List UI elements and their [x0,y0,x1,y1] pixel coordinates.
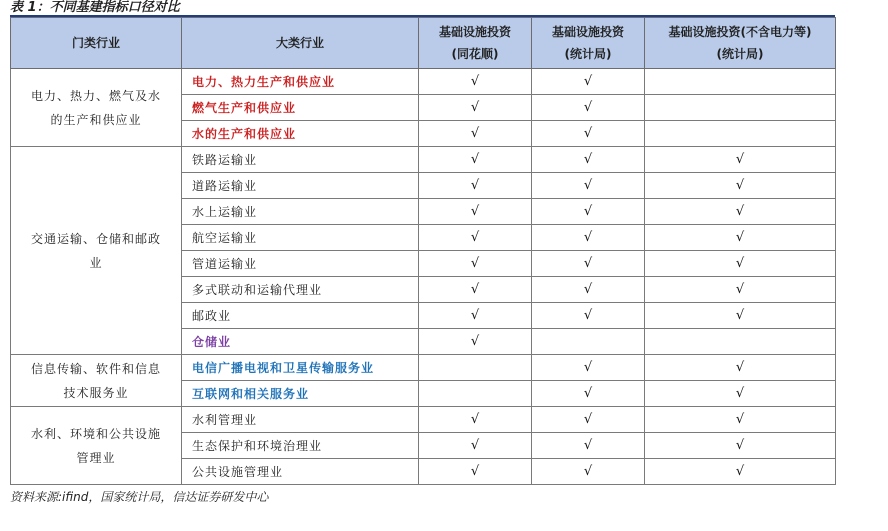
check-cell: √ [645,433,836,459]
subcategory-cell: 燃气生产和供应业 [182,95,419,121]
check-cell: √ [419,329,532,355]
check-cell: √ [532,251,645,277]
check-cell: √ [532,303,645,329]
subcategory-cell: 水的生产和供应业 [182,121,419,147]
check-cell: √ [532,407,645,433]
check-cell: √ [645,225,836,251]
check-cell: √ [532,433,645,459]
table-row [11,407,836,433]
subcategory-cell: 航空运输业 [182,225,419,251]
check-cell: √ [419,225,532,251]
subcategory-cell: 互联网和相关服务业 [182,381,419,407]
check-cell: √ [532,173,645,199]
check-cell: √ [645,381,836,407]
check-cell: √ [532,121,645,147]
check-cell [645,95,836,121]
check-cell: √ [419,173,532,199]
header-subcategory: 大类行业 [182,18,419,69]
check-cell: √ [645,407,836,433]
header-nbs-infra-ex-power: 基础设施投资(不含电力等) (统计局) [645,18,836,69]
category-cell: 水利、环境和公共设施 管理业 [11,407,182,485]
check-cell [419,355,532,381]
check-cell: √ [645,277,836,303]
subcategory-cell: 道路运输业 [182,173,419,199]
check-cell: √ [645,355,836,381]
check-cell: √ [419,433,532,459]
check-cell: √ [532,69,645,95]
check-cell: √ [645,199,836,225]
subcategory-cell: 电力、热力生产和供应业 [182,69,419,95]
check-cell: √ [645,251,836,277]
check-cell: √ [645,459,836,485]
comparison-table [10,17,836,485]
subcategory-cell: 多式联动和运输代理业 [182,277,419,303]
check-cell: √ [645,303,836,329]
table-row [11,69,836,95]
check-cell: √ [419,277,532,303]
check-cell: √ [532,355,645,381]
subcategory-cell: 铁路运输业 [182,147,419,173]
check-cell: √ [532,277,645,303]
check-cell: √ [532,459,645,485]
source-note: 资料来源:ifind，国家统计局，信达证券研发中心 [10,490,269,504]
check-cell: √ [532,95,645,121]
subcategory-cell: 管道运输业 [182,251,419,277]
subcategory-cell: 邮政业 [182,303,419,329]
table-title: 表 1：不同基建指标口径对比 [10,0,180,15]
check-cell: √ [419,95,532,121]
subcategory-cell: 仓储业 [182,329,419,355]
check-cell [645,329,836,355]
check-cell: √ [645,173,836,199]
check-cell: √ [419,303,532,329]
header-category: 门类行业 [11,18,182,69]
check-cell [532,329,645,355]
category-cell: 交通运输、仓储和邮政 业 [11,147,182,355]
check-cell: √ [419,147,532,173]
header-nbs-infra: 基础设施投资 (统计局) [532,18,645,69]
subcategory-cell: 公共设施管理业 [182,459,419,485]
check-cell: √ [645,147,836,173]
check-cell: √ [419,407,532,433]
check-cell [645,121,836,147]
check-cell: √ [419,69,532,95]
check-cell: √ [532,381,645,407]
category-cell: 信息传输、软件和信息 技术服务业 [11,355,182,407]
check-cell: √ [419,251,532,277]
check-cell [645,69,836,95]
check-cell: √ [532,147,645,173]
header-ths-infra: 基础设施投资 (同花顺) [419,18,532,69]
category-cell: 电力、热力、燃气及水 的生产和供应业 [11,69,182,147]
check-cell: √ [419,459,532,485]
subcategory-cell: 水利管理业 [182,407,419,433]
check-cell [419,381,532,407]
subcategory-cell: 电信广播电视和卫星传输服务业 [182,355,419,381]
table-row [11,355,836,381]
subcategory-cell: 水上运输业 [182,199,419,225]
subcategory-cell: 生态保护和环境治理业 [182,433,419,459]
check-cell: √ [532,199,645,225]
header-row [11,18,836,69]
check-cell: √ [532,225,645,251]
check-cell: √ [419,199,532,225]
table-row [11,147,836,173]
check-cell: √ [419,121,532,147]
